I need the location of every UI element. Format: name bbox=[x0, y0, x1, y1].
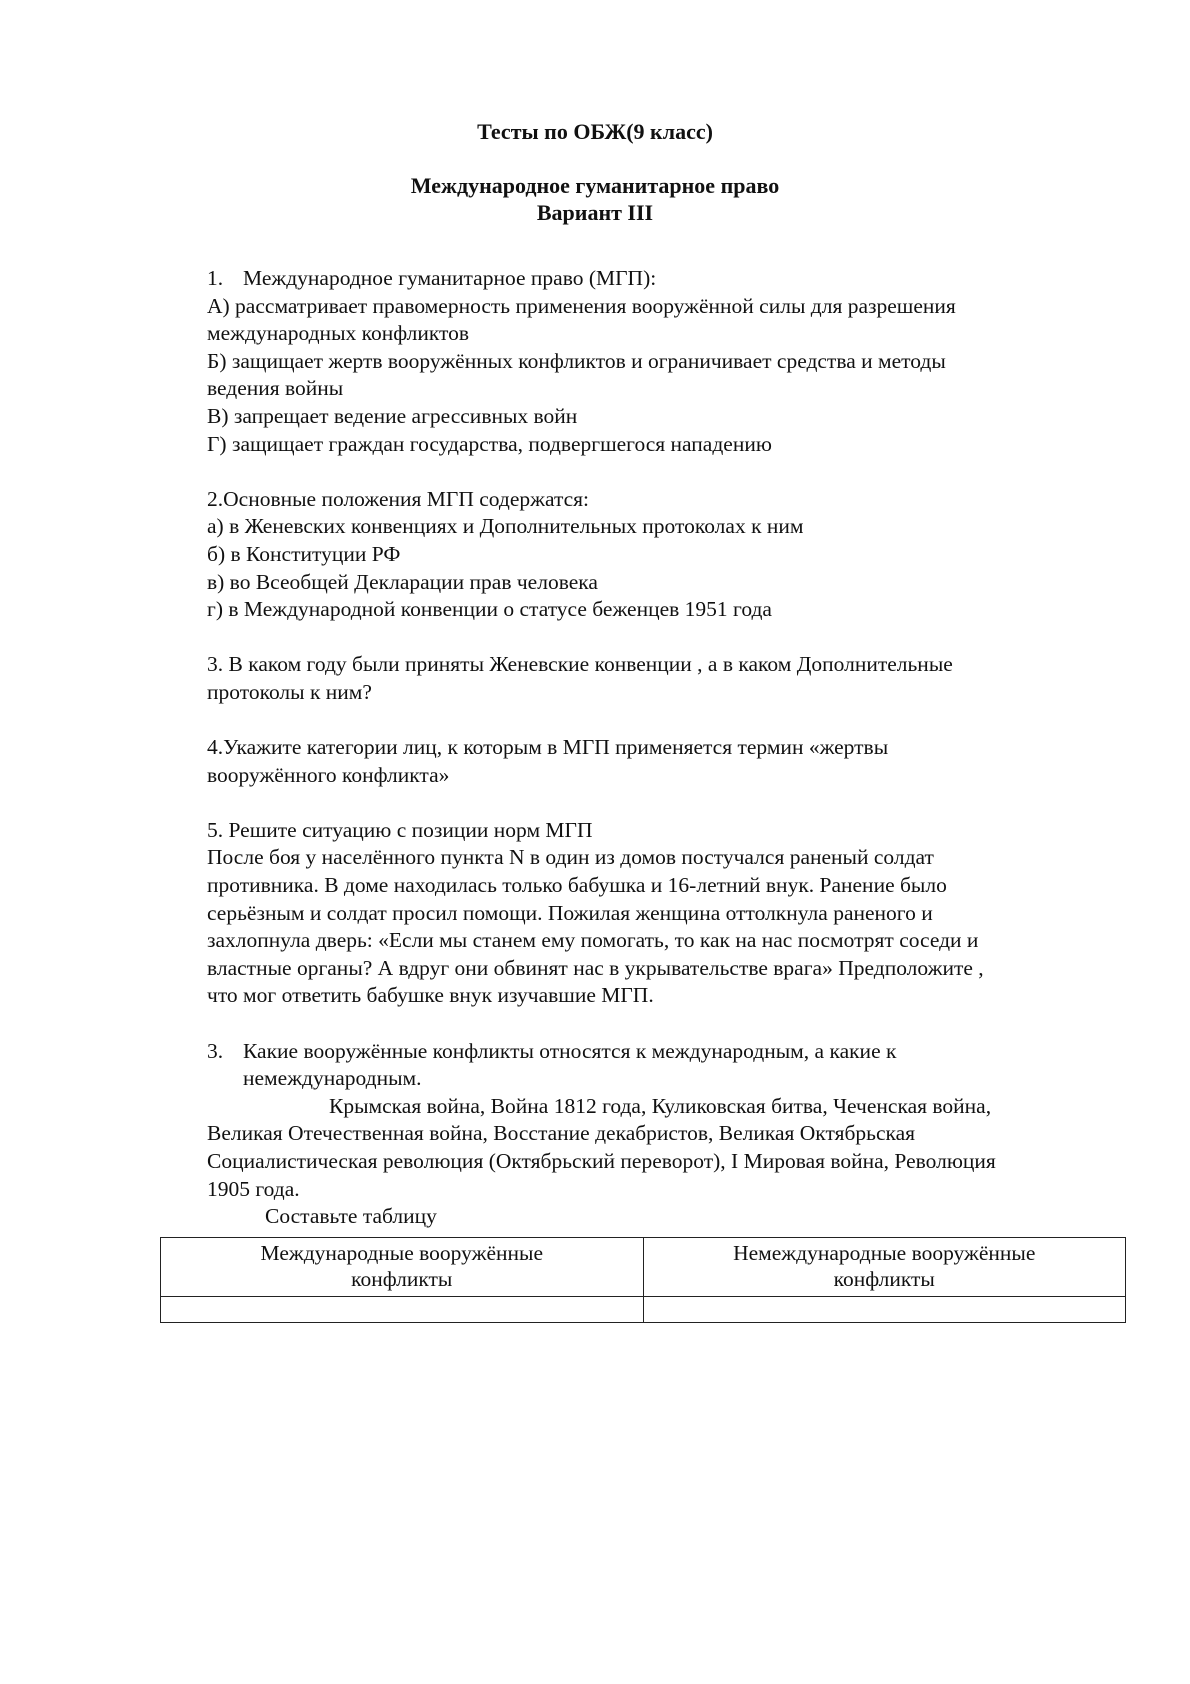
question-1-text: Международное гуманитарное право (МГП): bbox=[243, 266, 657, 290]
variant-label: Вариант III bbox=[536, 200, 654, 225]
document-title: Тесты по ОБЖ(9 класс) bbox=[477, 119, 713, 144]
conflict-list-line: Великая Отечественная война, Восстание декабристов, Великая Октябрьская bbox=[207, 1121, 916, 1146]
question-1-heading bbox=[207, 265, 1067, 293]
question-1-option-d: Г) защищает граждан государства, подвергшегося нападению bbox=[207, 431, 772, 456]
question-6-text-cont: немеждународным. bbox=[243, 1066, 422, 1091]
conflict-list-line: Социалистическая революция (Октябрьский переворот), I Мировая война, Революция bbox=[207, 1149, 996, 1173]
question-1-option-b: Б) защищает жертв вооружённых конфликтов и ограничивает средства и методы bbox=[207, 348, 946, 373]
question-6 bbox=[207, 1038, 1067, 1231]
question-5 bbox=[207, 817, 1067, 1010]
question-6-number: 3. bbox=[207, 1038, 224, 1063]
question-1-number: 1. bbox=[207, 266, 224, 290]
question-2 bbox=[207, 486, 1067, 624]
question-4 bbox=[207, 734, 1067, 789]
conflicts-table bbox=[160, 1237, 1126, 1323]
document-subtitle: Международное гуманитарное право bbox=[410, 173, 780, 198]
question-5-text-line: что мог ответить бабушке внук изучавшие МГП. bbox=[207, 983, 654, 1008]
conflict-list-first-line: Крымская война, Война 1812 года, Куликовская битва, Чеченская война, bbox=[329, 1093, 992, 1118]
question-2-option-b: б) в Конституции РФ bbox=[207, 541, 401, 566]
question-3-line-2: протоколы к ним? bbox=[207, 679, 372, 704]
question-5-text-line: После боя у населённого пункта N в один из домов постучался раненый солдат bbox=[207, 845, 934, 870]
questions-body bbox=[207, 265, 1067, 1258]
table-header-non-international: Немеждународные вооружённые конфликты bbox=[643, 1238, 1126, 1297]
question-3 bbox=[207, 651, 1067, 706]
table-caption: Составьте таблицу bbox=[265, 1204, 437, 1229]
question-3-line-1: 3. В каком году были приняты Женевские конвенции , а в каком Дополнительные bbox=[207, 652, 953, 677]
question-2-option-a: а) в Женевских конвенциях и Дополнительных протоколах к ним bbox=[207, 514, 804, 539]
table-row bbox=[161, 1297, 1126, 1323]
question-1 bbox=[207, 265, 1067, 458]
question-1-option-a-cont: международных конфликтов bbox=[207, 321, 470, 346]
question-5-text-line: противника. В доме находилась только бабушка и 16-летний внук. Ранение было bbox=[207, 873, 947, 898]
table-header-row bbox=[161, 1238, 1126, 1297]
question-1-option-b-cont: ведения войны bbox=[207, 376, 344, 401]
table-cell-non-international[interactable] bbox=[643, 1297, 1126, 1323]
question-2-heading: 2.Основные положения МГП содержатся: bbox=[207, 486, 590, 511]
question-5-text-line: властные органы? А вдруг они обвинят нас в укрывательстве врага» Предположите , bbox=[207, 955, 984, 980]
question-1-option-a: А) рассматривает правомерность применения вооружённой силы для разрешения bbox=[207, 293, 956, 318]
question-2-option-d: г) в Международной конвенции о статусе беженцев 1951 года bbox=[207, 597, 772, 622]
question-5-text-line: захлопнула дверь: «Если мы станем ему помогать, то как на нас посмотрят соседи и bbox=[207, 928, 979, 953]
question-6-text: Какие вооружённые конфликты относятся к международным, а какие к bbox=[243, 1038, 897, 1063]
question-5-heading: 5. Решите ситуацию с позиции норм МГП bbox=[207, 817, 593, 842]
table-cell-international[interactable] bbox=[161, 1297, 644, 1323]
question-5-text-line: серьёзным и солдат просил помощи. Пожилая женщина оттолкнула раненого и bbox=[207, 900, 933, 925]
question-6-heading bbox=[207, 1038, 1067, 1066]
table-header-international: Международные вооружённые конфликты bbox=[161, 1238, 644, 1297]
question-4-line-2: вооружённого конфликта» bbox=[207, 762, 450, 787]
question-2-option-c: в) во Всеобщей Декларации прав человека bbox=[207, 569, 598, 594]
question-4-line-1: 4.Укажите категории лиц, к которым в МГП применяется термин «жертвы bbox=[207, 735, 889, 760]
conflict-list-line: 1905 года. bbox=[207, 1176, 300, 1201]
question-1-option-c: В) запрещает ведение агрессивных войн bbox=[207, 403, 578, 428]
